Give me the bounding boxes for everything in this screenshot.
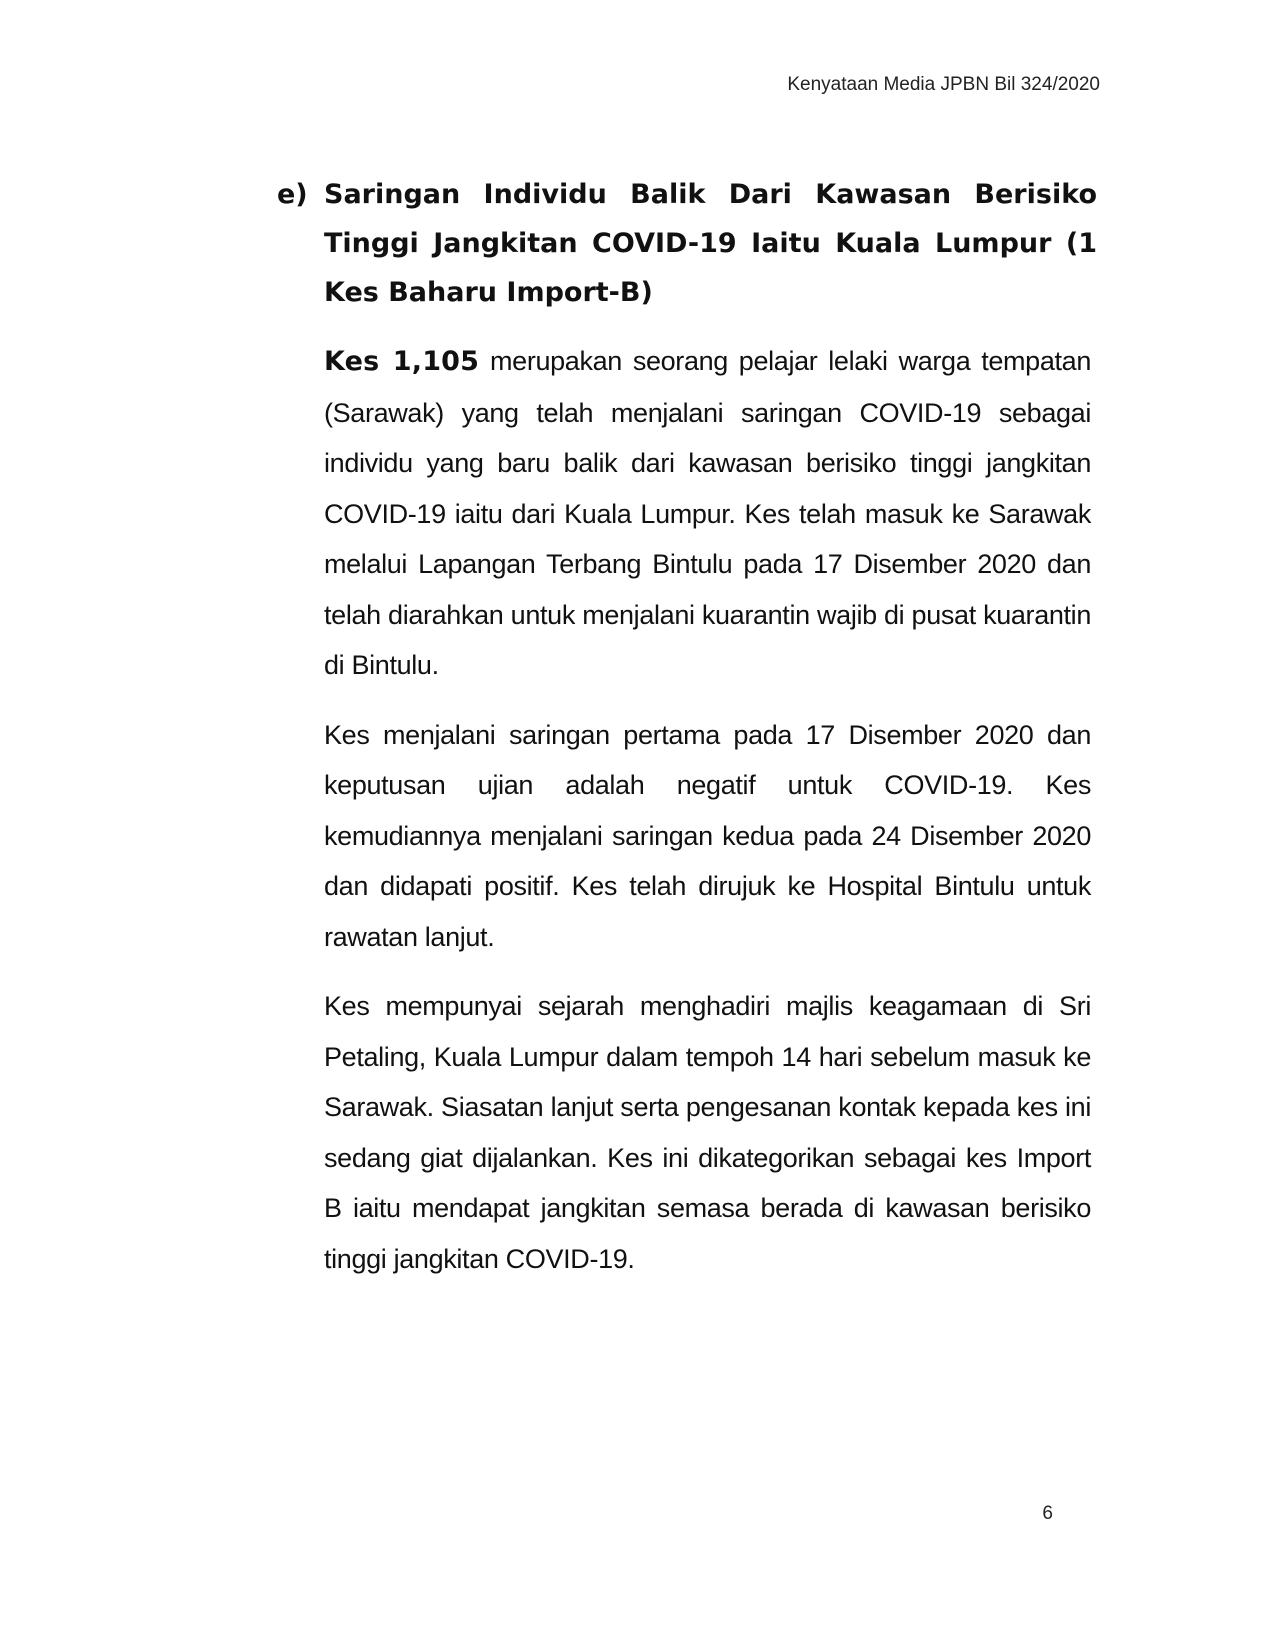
page-number: 6 [1042, 1503, 1053, 1524]
case-number: Kes 1,105 [324, 346, 480, 377]
section-body [324, 336, 1091, 1284]
section-e [277, 170, 1097, 1303]
document-reference: Kenyataan Media JPBN Bil 324/2020 [787, 74, 1100, 95]
paragraph-case-description [324, 336, 1091, 691]
section-heading [277, 170, 1097, 317]
paragraph-text: merupakan seorang pelajar lelaki warga tempatan (Sarawak) yang telah menjalani saringan COVID-19 sebagai individu yang baru balik dari kawasan berisiko tinggi jangkitan COVID-19 iaitu dari Kuala Lumpur. Kes telah masuk ke Sarawak melalui Lapangan Terbang Bintulu pada 17 Disember 2020 dan telah diarahkan untuk menjalani kuarantin wajib di pusat kuarantin di Bintulu. [324, 346, 1091, 680]
paragraph-screening: Kes menjalani saringan pertama pada 17 Disember 2020 dan keputusan ujian adalah negatif untuk COVID-19. Kes kemudiannya menjalani saringan kedua pada 24 Disember 2020 dan didapati positif. Kes telah dirujuk ke Hospital Bintulu untuk rawatan lanjut. [324, 719, 1091, 952]
section-title: Saringan Individu Balik Dari Kawasan Berisiko Tinggi Jangkitan COVID-19 Iaitu Kuala Lumpur (1 Kes Baharu Import-B) [324, 179, 1097, 308]
section-letter: e) [277, 179, 308, 210]
paragraph-history: Kes mempunyai sejarah menghadiri majlis keagamaan di Sri Petaling, Kuala Lumpur dalam tempoh 14 hari sebelum masuk ke Sarawak. Siasatan lanjut serta pengesanan kontak kepada kes ini sedang giat dijalankan. Kes ini dikategorikan sebagai kes Import B iaitu mendapat jangkitan semasa berada di kawasan berisiko tinggi jangkitan COVID-19. [324, 991, 1091, 1274]
